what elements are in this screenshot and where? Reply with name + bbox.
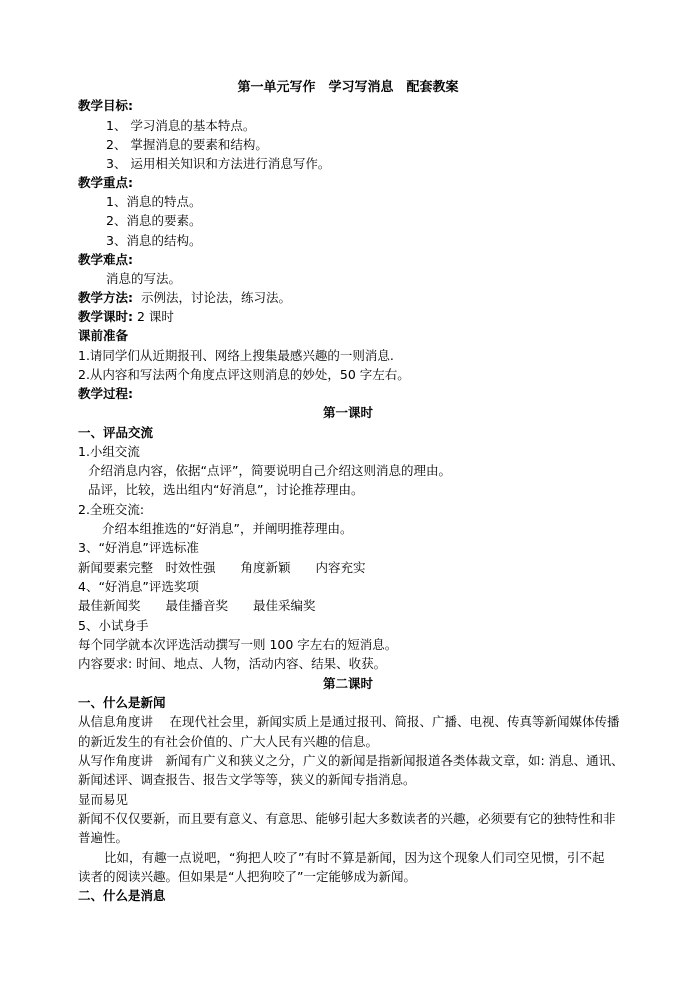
objective-item: 2、 掌握消息的要素和结构。: [106, 137, 268, 152]
hours-line: [78, 308, 174, 326]
lesson1-line: 每个同学就本次评选活动撰写一则 100 字左右的短消息。: [78, 637, 398, 652]
process-heading: 教学过程:: [78, 386, 133, 401]
prep-item: 2.从内容和写法两个角度点评这则消息的妙处，50 字左右。: [78, 367, 410, 382]
lesson2-line: 比如，有趣一点说吧，“狗把人咬了”有时不算是新闻，因为这个现象人们司空见惯，引不起: [104, 850, 605, 865]
key-points-heading: 教学重点:: [78, 175, 133, 190]
lesson1-heading: 第一课时: [322, 405, 373, 420]
prep-heading: 课前准备: [78, 328, 129, 343]
page-title: 第一单元写作 学习写消息 配套教案: [237, 80, 459, 95]
lesson1-line: 1.小组交流: [78, 444, 140, 459]
lesson1-section-heading: 一、评品交流: [78, 425, 154, 440]
difficulty-heading: 教学难点:: [78, 252, 133, 267]
lesson2-line: 从信息角度讲 在现代社会里，新闻实质上是通过报刊、简报、广播、电视、传真等新闻媒体传播: [78, 714, 620, 729]
lesson1-line: 介绍消息内容，依据“点评”，简要说明自己介绍这则消息的理由。: [88, 463, 451, 478]
objective-item: 3、 运用相关知识和方法进行消息写作。: [106, 156, 331, 171]
methods-heading: 教学方法:: [78, 290, 133, 305]
lesson1-line: 2.全班交流:: [78, 502, 145, 517]
key-point-item: 1、消息的特点。: [106, 194, 202, 209]
lesson2-section-heading: 二、什么是消息: [78, 888, 166, 903]
key-point-item: 2、消息的要素。: [106, 213, 202, 228]
hours-text: 2 课时: [136, 309, 174, 324]
lesson1-line: 新闻要素完整 时效性强 角度新颖 内容充实: [78, 560, 366, 575]
lesson1-line: 介绍本组推选的“好消息”，并阐明推荐理由。: [102, 521, 353, 536]
lesson1-line: 品评，比较，选出组内“好消息”，讨论推荐理由。: [88, 482, 364, 497]
lesson2-line: 新闻不仅仅要新，而且要有意义、有意思、能够引起大多数读者的兴趣，必须要有它的独特性和非: [78, 811, 616, 826]
lesson1-line: 3、“好消息”评选标准: [78, 540, 199, 555]
difficulty-text: 消息的写法。: [106, 271, 182, 286]
lesson2-section-heading: 一、什么是新闻: [78, 695, 166, 710]
objectives-heading: 教学目标:: [78, 98, 133, 113]
lesson2-heading: 第二课时: [322, 676, 373, 691]
lesson1-line: 4、“好消息”评选奖项: [78, 579, 199, 594]
hours-heading: 教学课时:: [78, 309, 133, 324]
lesson2-line: 的新近发生的有社会价值的、广大人民有兴趣的信息。: [78, 734, 379, 749]
lesson2-line: 读者的阅读兴趣。但如果是“人把狗咬了”一定能够成为新闻。: [78, 869, 416, 884]
lesson1-line: 内容要求: 时间、地点、人物，活动内容、结果、收获。: [78, 656, 387, 671]
prep-item: 1.请同学们从近期报刊、网络上搜集最感兴趣的一则消息.: [78, 348, 394, 363]
lesson2-line: 从写作角度讲 新闻有广义和狭义之分，广义的新闻是指新闻报道各类体裁文章，如: 消息、通讯、: [78, 753, 624, 768]
lesson2-line: 普遍性。: [78, 830, 129, 845]
key-point-item: 3、消息的结构。: [106, 233, 202, 248]
lesson1-line: 5、小试身手: [78, 618, 149, 633]
lesson2-line: 显而易见: [78, 792, 129, 807]
lesson2-line: 新闻述评、调查报告、报告文学等等，狭义的新闻专指消息。: [78, 772, 416, 787]
objective-item: 1、 学习消息的基本特点。: [106, 118, 256, 133]
methods-text: 示例法，讨论法，练习法。: [140, 290, 291, 305]
methods-line: [78, 289, 291, 307]
lesson1-line: 最佳新闻奖 最佳播音奖 最佳采编奖: [78, 598, 316, 613]
